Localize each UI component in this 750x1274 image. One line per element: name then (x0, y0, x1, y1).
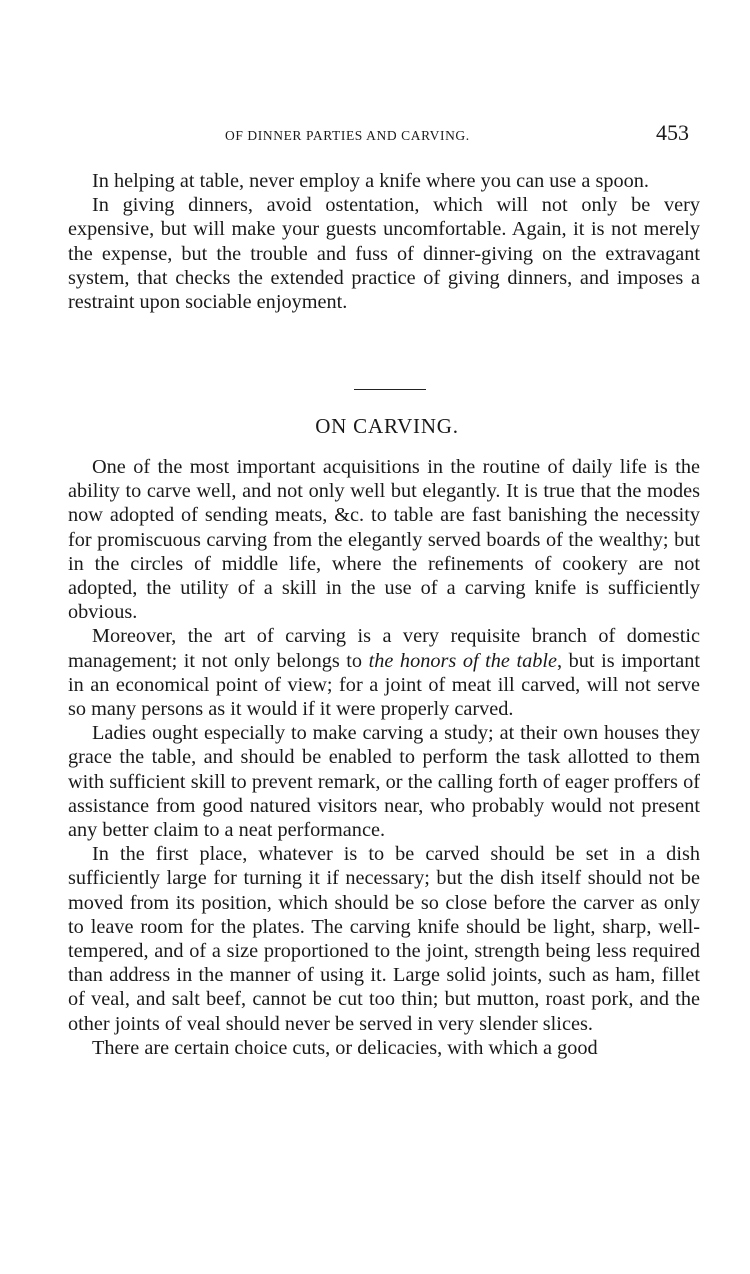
page-number: 453 (656, 120, 689, 145)
section-on-carving (68, 455, 700, 1060)
section-heading-text: ON CARVING. (315, 414, 459, 438)
paragraph: Ladies ought especially to make carving a study; at their own houses they grace the table, and should be enabled to perform the task allotted to them with sufficient skill to prevent remark, or the calling forth of eager proffers of assistance from good natured visitors near, who probably would not present any better claim to a neat performance. (68, 722, 700, 842)
paragraph: One of the most important acquisitions in the routine of daily life is the ability to carve well, and not only well but elegantly. It is true that the modes now adopted of sending meats, &c. to table are fast banishing the necessity for promiscuous carving from the elegantly served boards of the wealthy; but in the circles of middle life, where the refinements of cookery are not adopted, the utility of a skill in the use of a carving knife is sufficiently obvious. (68, 456, 700, 624)
paragraph: There are certain choice cuts, or delicacies, with which a good (92, 1036, 598, 1059)
paragraph-text: Moreover, the art of carving is a very requisite branch of domestic management; it not only belongs to (68, 625, 700, 672)
paragraph: In helping at table, never employ a knife where you can use a spoon. (92, 170, 649, 192)
paragraph-text: , but is important in an economical point of view; for a joint of meat ill carved, will not serve so many persons as it would if it were properly carved. (68, 649, 701, 721)
section-divider (354, 389, 426, 390)
paragraph: In giving dinners, avoid ostentation, which will not only be very expensive, but will make your guests uncomfortable. Again, it is not merely the expense, but the trouble and fuss of dinner-giving on the extravagant system, that checks the extended practice of giving dinners, and imposes a restraint upon sociable enjoyment. (68, 194, 700, 314)
italic-phrase: the honors of the table (368, 649, 558, 672)
paragraph (68, 624, 700, 721)
section-heading (0, 414, 750, 439)
section-dinner-parties (68, 169, 700, 314)
running-head: OF DINNER PARTIES AND CARVING. (225, 128, 470, 143)
paragraph: In the first place, whatever is to be carved should be set in a dish sufficiently large for turning it if necessary; but the dish itself should not be moved from its position, which should be so close before the carver as only to leave room for the plates. The carving knife should be light, sharp, well-tempered, and of a size proportioned to the joint, strength being less required than address in the manner of using it. Large solid joints, such as ham, fillet of veal, and salt beef, cannot be cut too thin; but mutton, roast pork, and the other joints of veal should never be served in very slender slices. (68, 843, 700, 1035)
